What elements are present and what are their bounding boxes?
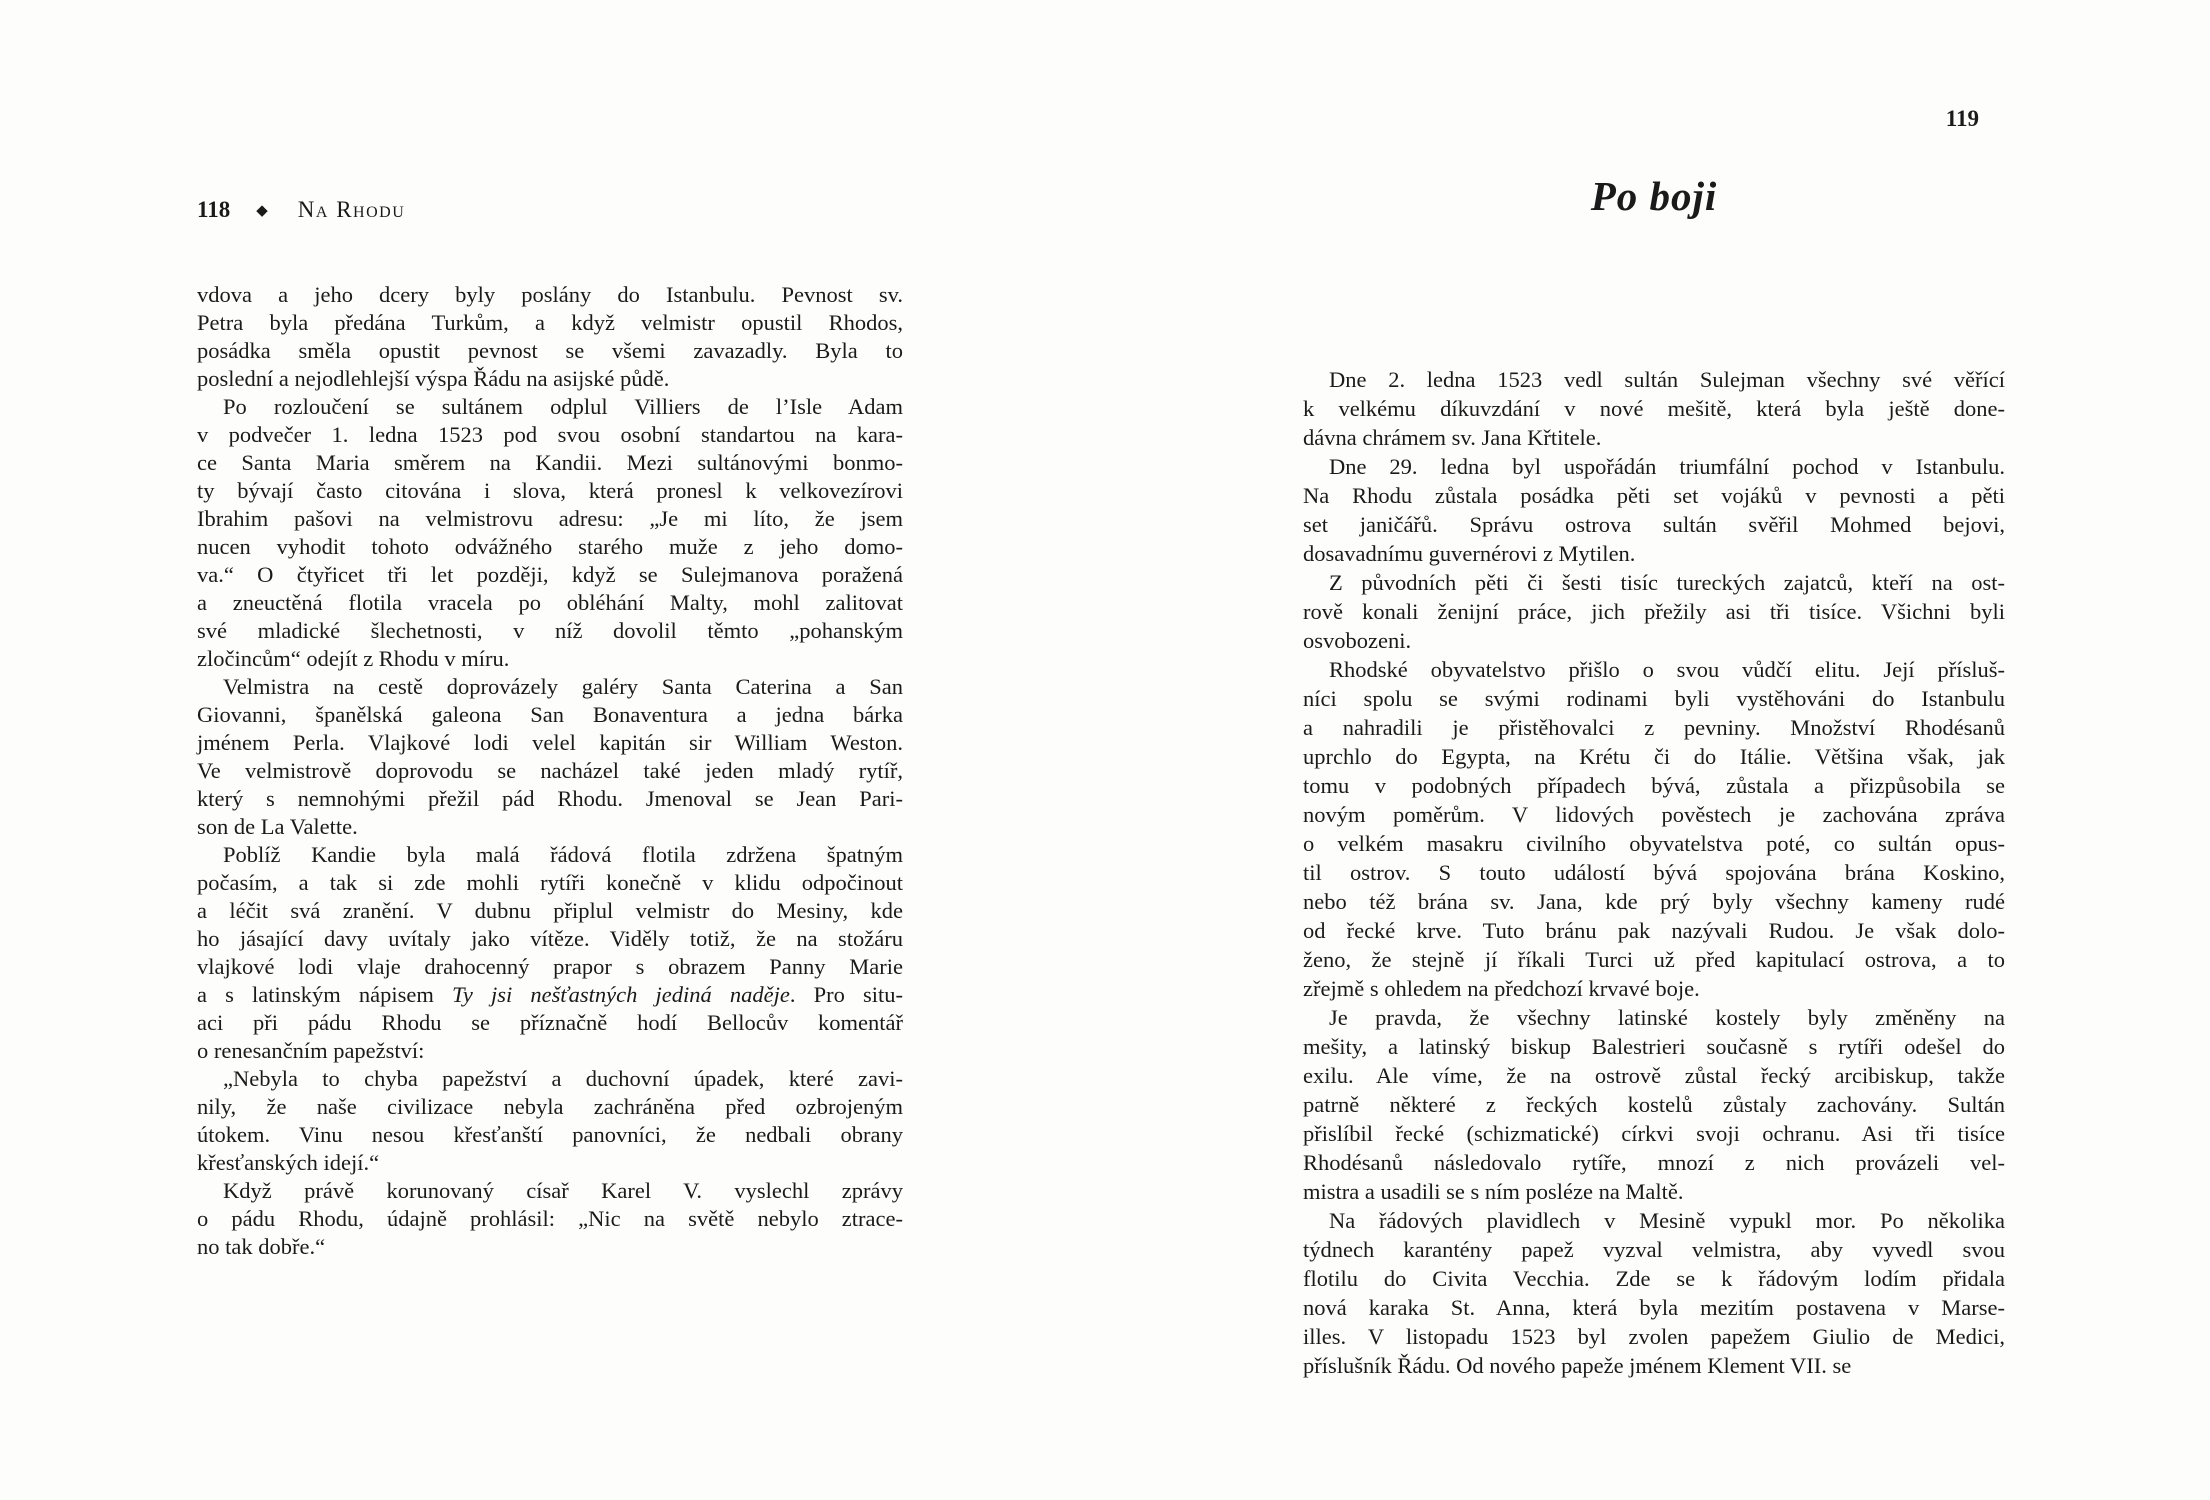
text-line — [1303, 1235, 2005, 1264]
text-segment: uprchlo do Egypta, na Krétu či do Itálie. Většina však, jak — [1303, 744, 2005, 769]
paragraph — [1303, 568, 2005, 655]
text-segment: Giovanni, španělská galeona San Bonaventura a jedna bárka — [197, 702, 903, 727]
text-segment: Poblíž Kandie byla malá řádová flotila zdržena špatným — [223, 842, 903, 867]
text-segment: Dne 2. ledna 1523 vedl sultán Sulejman všechny své věřící — [1329, 367, 2005, 392]
text-segment: vlajkové lodi vlaje drahocenný prapor s obrazem Panny Marie — [197, 954, 903, 979]
text-line — [1303, 916, 2005, 945]
text-segment: nucen vyhodit tohoto odvážného starého muže z jeho domo- — [197, 534, 903, 559]
text-line — [1303, 1119, 2005, 1148]
text-segment: a léčit svá zranění. V dubnu připlul velmistr do Mesiny, kde — [197, 898, 903, 923]
text-line — [1303, 452, 2005, 481]
text-segment: tomu v podobných případech bývá, zůstala a přizpůsobila se — [1303, 773, 2005, 798]
text-segment: Velmistra na cestě doprovázely galéry Santa Caterina a San — [223, 674, 903, 699]
text-line — [1303, 1003, 2005, 1032]
text-line — [1303, 713, 2005, 742]
text-segment: Po rozloučení se sultánem odplul Villiers de l’Isle Adam — [223, 394, 903, 419]
text-line — [1303, 510, 2005, 539]
text-segment: ty bývají často citována i slova, která pronesl k velkovezírovi — [197, 478, 903, 503]
text-line — [1303, 829, 2005, 858]
text-line — [1303, 1264, 2005, 1293]
text-segment: no tak dobře.“ — [197, 1234, 326, 1259]
text-line — [1303, 742, 2005, 771]
text-segment: v podvečer 1. ledna 1523 pod svou osobní standartou na kara- — [197, 422, 903, 447]
paragraph — [1303, 655, 2005, 1003]
text-line — [1303, 365, 2005, 394]
text-segment: o renesančním papežství: — [197, 1038, 425, 1063]
text-line — [1303, 539, 2005, 568]
text-segment: a s latinským nápisem — [197, 982, 453, 1007]
text-segment: Na Rhodu zůstala posádka pěti set vojáků v pevnosti a pěti — [1303, 483, 2005, 508]
text-segment: Dne 29. ledna byl uspořádán triumfální pochod v Istanbulu. — [1329, 454, 2005, 479]
text-segment: son de La Valette. — [197, 814, 358, 839]
text-line — [1303, 597, 2005, 626]
text-line — [1303, 655, 2005, 684]
text-line — [1303, 423, 2005, 452]
text-segment: od řecké krve. Tuto bránu pak nazývali Rudou. Je však dolo- — [1303, 918, 2005, 943]
text-line — [1303, 394, 2005, 423]
text-segment: Rhodské obyvatelstvo přišlo o svou vůdčí elitu. Její přísluš- — [1329, 657, 2005, 682]
text-segment: zločincům“ odejít z Rhodu v míru. — [197, 646, 510, 671]
text-segment: rově konali ženijní práce, jich přežily asi tři tisíce. Všichni byli — [1303, 599, 2005, 624]
text-segment: týdnech karantény papež vyzval velmistra, aby vyvedl svou — [1303, 1237, 2005, 1262]
text-segment: flotilu do Civita Vecchia. Zde se k řádovým lodím přidala — [1303, 1266, 2005, 1291]
text-segment: Ibrahim pašovi na velmistrovu adresu: „Je mi líto, že jsem — [197, 506, 903, 531]
text-line — [1303, 771, 2005, 800]
text-line — [1303, 1148, 2005, 1177]
paragraph — [1303, 452, 2005, 568]
text-segment: dávna chrámem sv. Jana Křtitele. — [1303, 425, 1602, 450]
text-segment: přislíbil řecké (schizmatické) církvi svoji ochranu. Asi tři tisíce — [1303, 1121, 2005, 1146]
text-line — [1303, 568, 2005, 597]
text-line — [1303, 626, 2005, 655]
text-line — [1303, 481, 2005, 510]
text-segment: ho jásající davy uvítaly jako vítěze. Viděly totiž, že na stožáru — [197, 926, 903, 951]
text-segment: Na řádových plavidlech v Mesině vypukl mor. Po několika — [1329, 1208, 2005, 1233]
text-segment: aci při pádu Rhodu se příznačně hodí Bellocův komentář — [197, 1010, 903, 1035]
running-title: Na Rhodu — [297, 197, 406, 222]
text-segment: nebo též brána sv. Jana, kde prý byly všechny kameny rudé — [1303, 889, 2005, 914]
text-segment: set janičářů. Správu ostrova sultán svěřil Mohmed bejovi, — [1303, 512, 2005, 537]
text-segment: Když právě korunovaný císař Karel V. vyslechl zprávy — [223, 1178, 903, 1203]
text-segment: Z původních pěti či šesti tisíc tureckých zajatců, kteří na ost- — [1329, 570, 2005, 595]
text-segment: nová karaka St. Anna, která byla mezitím postavena v Marse- — [1303, 1295, 2005, 1320]
right-body-text — [1303, 365, 2005, 1380]
text-line — [1303, 1177, 2005, 1206]
text-line — [1303, 1090, 2005, 1119]
text-segment: o velkém masakru civilního obyvatelstva poté, co sultán opus- — [1303, 831, 2005, 856]
text-segment: počasím, a tak si zde mohli rytíři konečně v klidu odpočinout — [197, 870, 903, 895]
text-segment: va.“ O čtyřicet tři let později, když se Sulejmanova poražená — [197, 562, 903, 587]
text-line — [1303, 945, 2005, 974]
text-segment: a nahradili je přistěhovalci z pevniny. Množství Rhodésanů — [1303, 715, 2005, 740]
text-line — [1303, 974, 2005, 1003]
text-line — [1303, 684, 2005, 713]
chapter-title: Po boji — [1590, 173, 1718, 219]
text-line — [1303, 1293, 2005, 1322]
text-segment: k velkému díkuvzdání v nové mešitě, která byla ještě done- — [1303, 396, 2005, 421]
text-line — [1303, 1032, 2005, 1061]
text-segment: a zneuctěná flotila vracela po obléhání Malty, mohl zalitovat — [197, 590, 903, 615]
text-segment: vdova a jeho dcery byly poslány do Istanbulu. Pevnost sv. — [197, 282, 903, 307]
text-segment: novým poměrům. V lidových pověstech je zachována zpráva — [1303, 802, 2005, 827]
text-line — [1303, 1351, 2005, 1380]
text-line — [1303, 800, 2005, 829]
text-segment: exilu. Ale víme, že na ostrově zůstal řecký arcibiskup, takže — [1303, 1063, 2005, 1088]
text-segment: který s nemnohými přežil pád Rhodu. Jmenoval se Jean Pari- — [197, 786, 903, 811]
text-segment: jménem Perla. Vlajkové lodi velel kapitán sir William Weston. — [197, 730, 903, 755]
text-segment: ce Santa Maria směrem na Kandii. Mezi sultánovými bonmo- — [197, 450, 903, 475]
text-segment: křesťanských idejí.“ — [197, 1150, 380, 1175]
paragraph — [1303, 1003, 2005, 1206]
text-segment: nily, že naše civilizace nebyla zachráněna před ozbrojeným — [197, 1094, 903, 1119]
text-segment: posádka směla opustit pevnost se všemi zavazadly. Byla to — [197, 338, 903, 363]
text-segment: příslušník Řádu. Od nového papeže jménem Klement VII. se — [1303, 1353, 1852, 1378]
text-line — [1303, 858, 2005, 887]
text-line — [1303, 887, 2005, 916]
text-line — [1303, 1322, 2005, 1351]
text-segment: „Nebyla to chyba papežství a duchovní úpadek, které zavi- — [223, 1066, 903, 1091]
paragraph — [1303, 365, 2005, 452]
text-segment: dosavadnímu guvernérovi z Mytilen. — [1303, 541, 1636, 566]
text-segment: o pádu Rhodu, údajně prohlásil: „Nic na světě nebylo ztrace- — [197, 1206, 903, 1231]
right-page-number: 119 — [1945, 106, 1979, 131]
text-segment: útokem. Vinu nesou křesťanští panovníci, že nedbali obrany — [197, 1122, 903, 1147]
text-segment: til ostrov. S touto událostí bývá spojována brána Koskino, — [1303, 860, 2005, 885]
text-segment: mistra a usadili se s ním posléze na Maltě. — [1303, 1179, 1684, 1204]
text-segment: mešity, a latinský biskup Balestrieri současně s rytíři odešel do — [1303, 1034, 2005, 1059]
text-segment: Je pravda, že všechny latinské kostely byly změněny na — [1329, 1005, 2005, 1030]
text-segment: níci spolu se svými rodinami byli vystěhováni do Istanbulu — [1303, 686, 2005, 711]
left-page-number: 118 — [197, 197, 231, 222]
diamond-icon: ◆ — [256, 203, 268, 219]
text-segment: zřejmě s ohledem na předchozí krvavé boje. — [1303, 976, 1700, 1001]
text-segment: ženo, že stejně jí říkali Turci už před kapitulací ostrova, a to — [1303, 947, 2005, 972]
text-segment: . Pro situ- — [789, 982, 903, 1007]
text-segment: Petra byla předána Turkům, a když velmistr opustil Rhodos, — [197, 310, 903, 335]
text-segment: poslední a nejodlehlejší výspa Řádu na asijské půdě. — [197, 366, 670, 391]
text-segment: Ve velmistrově doprovodu se nacházel také jeden mladý rytíř, — [197, 758, 903, 783]
text-segment: illes. V listopadu 1523 byl zvolen papežem Giulio de Medici, — [1303, 1324, 2005, 1349]
text-line — [1303, 1061, 2005, 1090]
text-segment: osvobozeni. — [1303, 628, 1412, 653]
text-segment: patrně některé z řeckých kostelů zůstaly zachovány. Sultán — [1303, 1092, 2005, 1117]
text-line — [1303, 1206, 2005, 1235]
text-segment: své mladické šlechetnosti, v níž dovolil těmto „pohanským — [197, 618, 903, 643]
italic-text-segment: Ty jsi nešťastných jediná naděje — [452, 982, 790, 1007]
text-segment: Rhodésanů následovalo rytíře, mnozí z nich provázeli vel- — [1303, 1150, 2005, 1175]
paragraph — [1303, 1206, 2005, 1380]
